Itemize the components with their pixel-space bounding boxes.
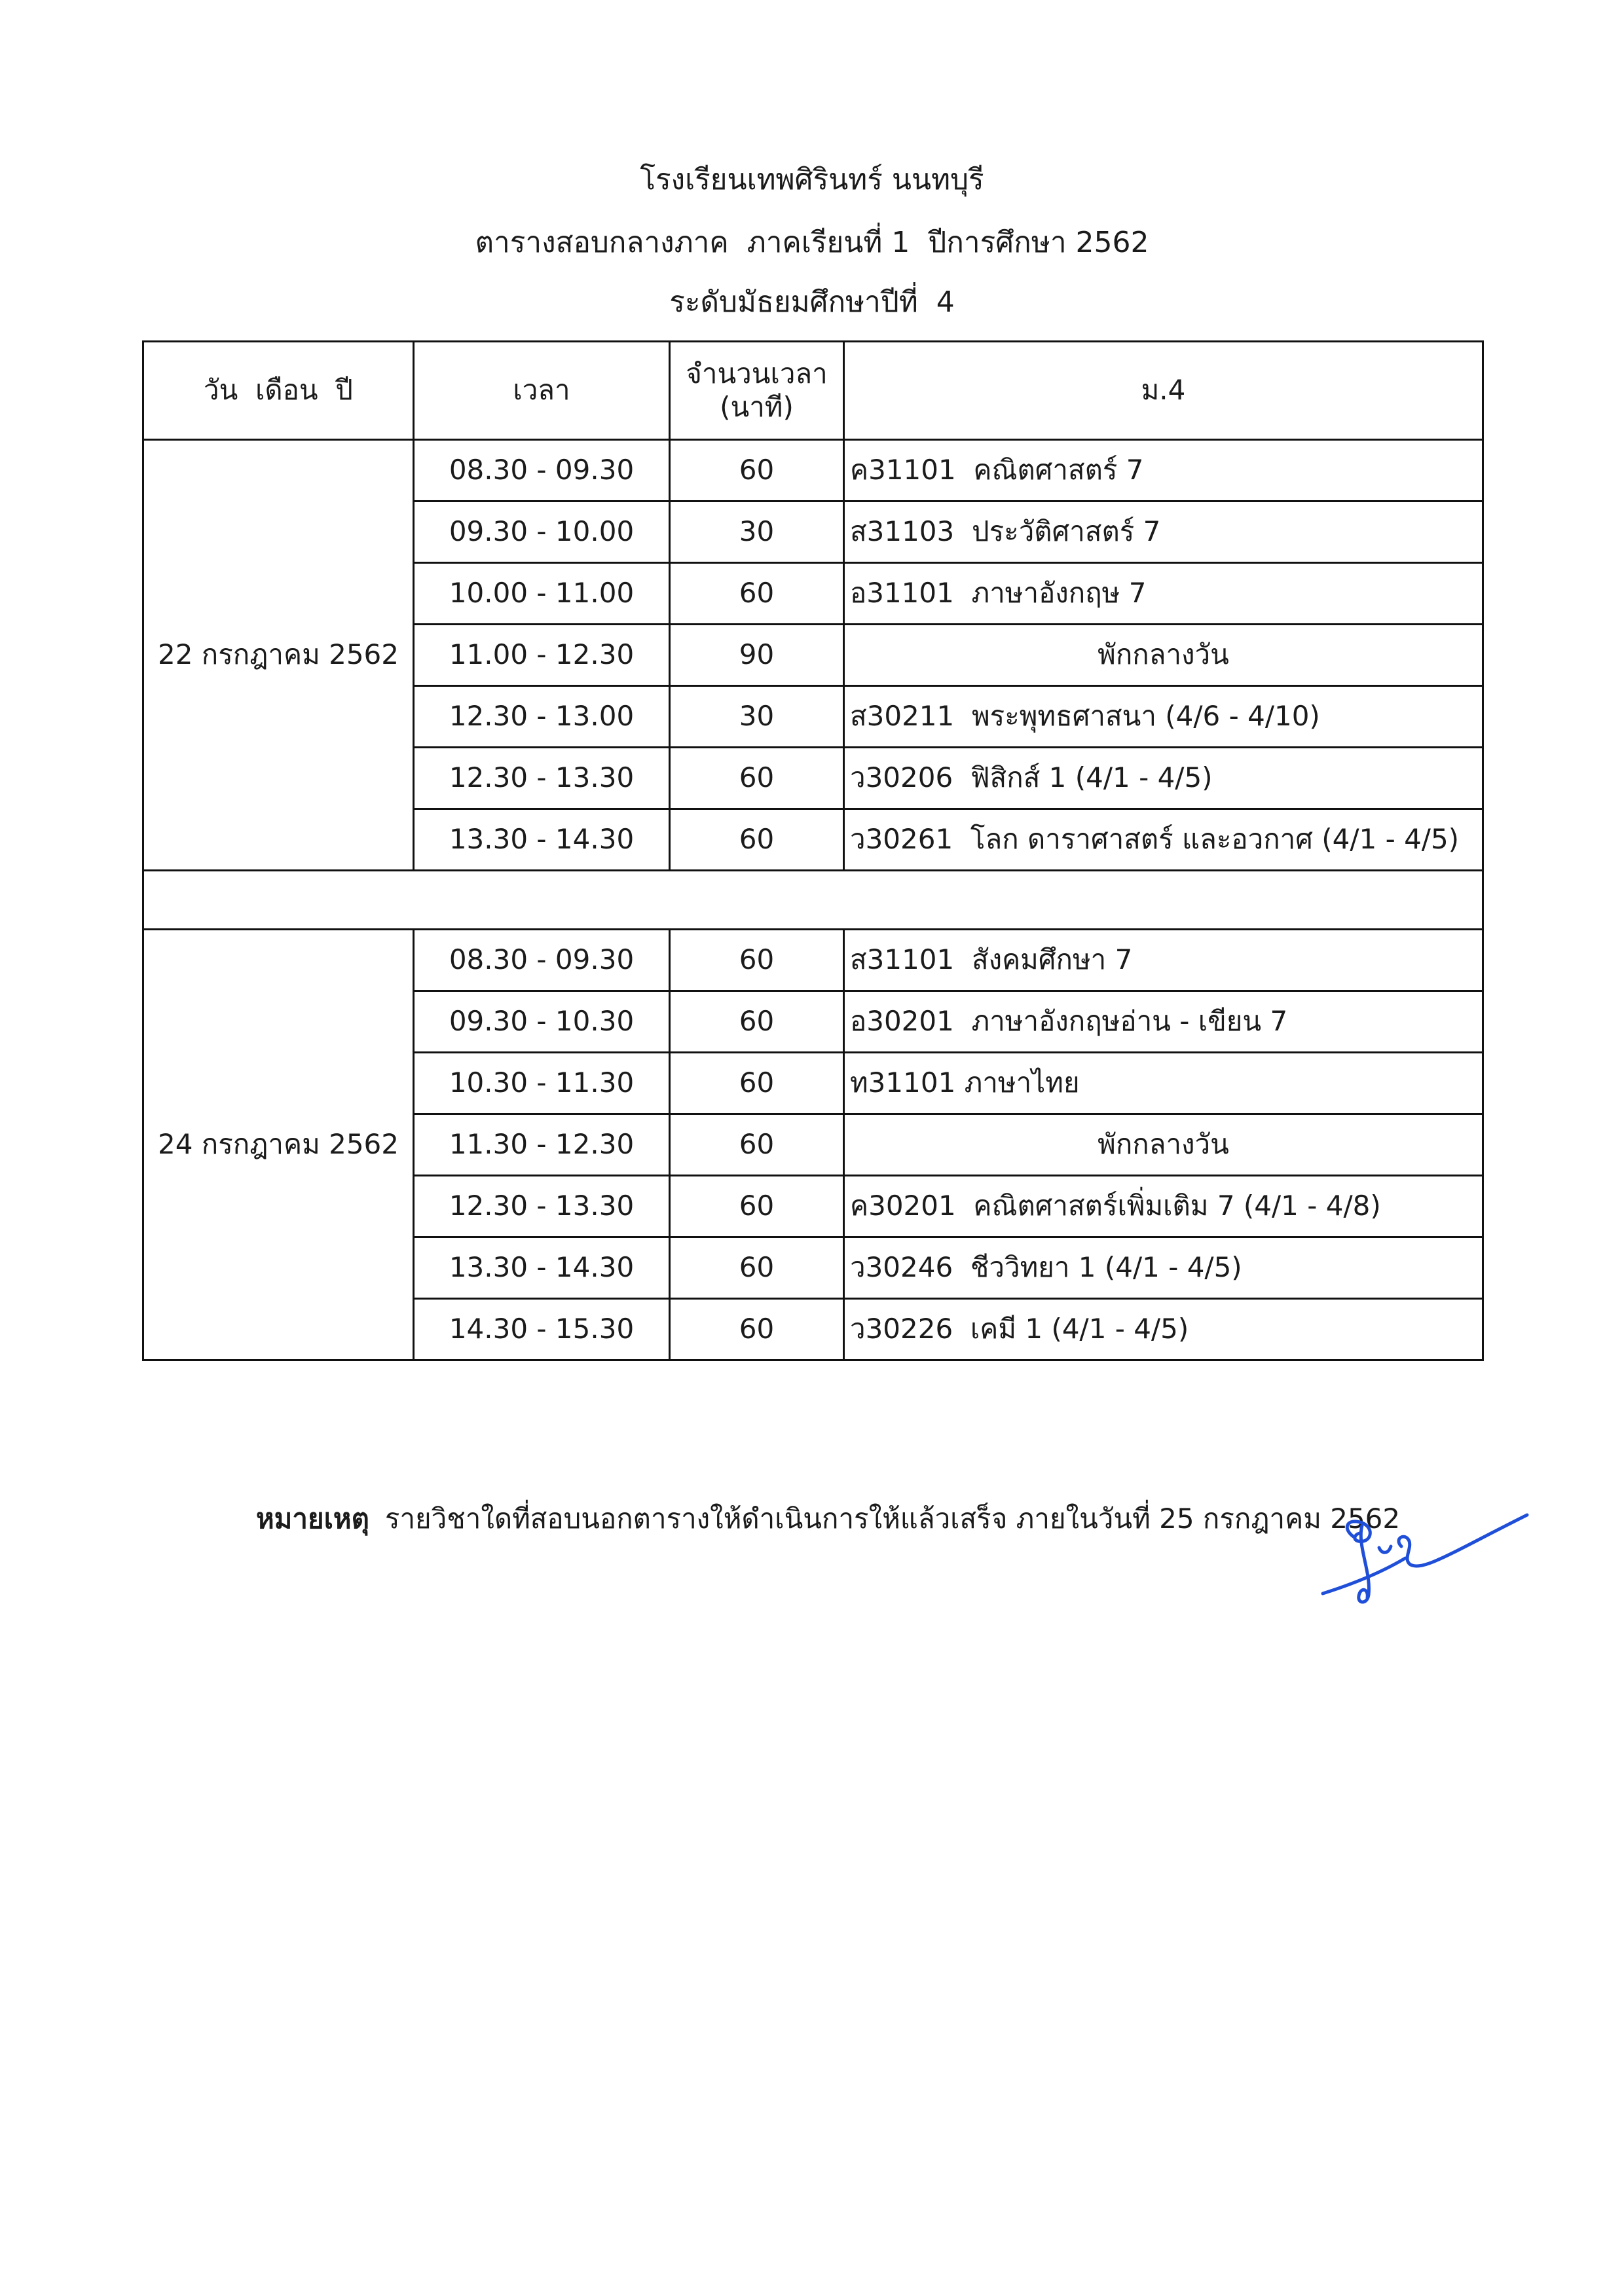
school-name: โรงเรียนเทพศิรินทร์ นนทบุรี [640,163,984,196]
column-header-duration-line2: (นาที) [720,390,794,423]
handwritten-signature [1316,1506,1532,1617]
table-header-row [143,342,1483,440]
duration-cell: 60 [670,1176,844,1237]
lunch-break-cell: พักกลางวัน [844,1114,1483,1176]
subject-cell: ว30226 เคมี 1 (4/1 - 4/5) [844,1299,1483,1360]
time-cell: 08.30 - 09.30 [414,440,670,501]
duration-cell: 60 [670,991,844,1053]
lunch-break-cell: พักกลางวัน [844,625,1483,686]
column-header-duration-line1: จำนวนเวลา [686,357,828,390]
subject-cell: ค30201 คณิตศาสตร์เพิ่มเติม 7 (4/1 - 4/8) [844,1176,1483,1237]
time-cell: 09.30 - 10.30 [414,991,670,1053]
column-header-duration [670,342,844,440]
subject-cell: ท31101 ภาษาไทย [844,1053,1483,1114]
time-cell: 10.30 - 11.30 [414,1053,670,1114]
duration-cell: 60 [670,1053,844,1114]
time-cell: 08.30 - 09.30 [414,930,670,991]
duration-cell: 90 [670,625,844,686]
time-cell: 12.30 - 13.30 [414,748,670,809]
time-cell: 13.30 - 14.30 [414,809,670,871]
duration-cell: 60 [670,1114,844,1176]
footnote-text: รายวิชาใดที่สอบนอกตารางให้ดำเนินการให้แล้วเสร็จ ภายในวันที่ 25 กรกฎาคม 2562 [384,1503,1401,1535]
exam-title: ตารางสอบกลางภาค ภาคเรียนที่ 1 ปีการศึกษา 2562 [475,226,1149,259]
time-cell: 12.30 - 13.30 [414,1176,670,1237]
duration-cell: 60 [670,440,844,501]
footnote-label: หมายเหตุ [256,1503,369,1535]
table-row [143,930,1483,991]
column-header-class-level: ม.4 [844,342,1483,440]
time-cell: 11.30 - 12.30 [414,1114,670,1176]
time-cell: 09.30 - 10.00 [414,501,670,563]
duration-cell: 60 [670,1299,844,1360]
subject-cell: ว30206 ฟิสิกส์ 1 (4/1 - 4/5) [844,748,1483,809]
time-cell: 14.30 - 15.30 [414,1299,670,1360]
duration-cell: 30 [670,686,844,748]
time-cell: 10.00 - 11.00 [414,563,670,625]
subject-cell: ส31101 สังคมศึกษา 7 [844,930,1483,991]
time-cell: 13.30 - 14.30 [414,1237,670,1299]
subject-cell: ส30211 พระพุทธศาสนา (4/6 - 4/10) [844,686,1483,748]
duration-cell: 60 [670,1237,844,1299]
subject-cell: ส31103 ประวัติศาสตร์ 7 [844,501,1483,563]
duration-cell: 30 [670,501,844,563]
time-cell: 12.30 - 13.00 [414,686,670,748]
spacer-row [143,871,1483,930]
table-row [143,440,1483,501]
column-header-time: เวลา [414,342,670,440]
subject-cell: ว30261 โลก ดาราศาสตร์ และอวกาศ (4/1 - 4/5) [844,809,1483,871]
spacer-cell [143,871,1483,930]
subject-cell: ค31101 คณิตศาสตร์ 7 [844,440,1483,501]
duration-cell: 60 [670,563,844,625]
date-cell: 24 กรกฎาคม 2562 [143,930,414,1360]
duration-cell: 60 [670,748,844,809]
subject-cell: อ30201 ภาษาอังกฤษอ่าน - เขียน 7 [844,991,1483,1053]
grade-level: ระดับมัธยมศึกษาปีที่ 4 [669,285,955,319]
duration-cell: 60 [670,930,844,991]
subject-cell: ว30246 ชีววิทยา 1 (4/1 - 4/5) [844,1237,1483,1299]
exam-schedule-table [142,340,1484,1361]
subject-cell: อ31101 ภาษาอังกฤษ 7 [844,563,1483,625]
date-cell: 22 กรกฎาคม 2562 [143,440,414,871]
duration-cell: 60 [670,809,844,871]
time-cell: 11.00 - 12.30 [414,625,670,686]
column-header-date: วัน เดือน ปี [143,342,414,440]
